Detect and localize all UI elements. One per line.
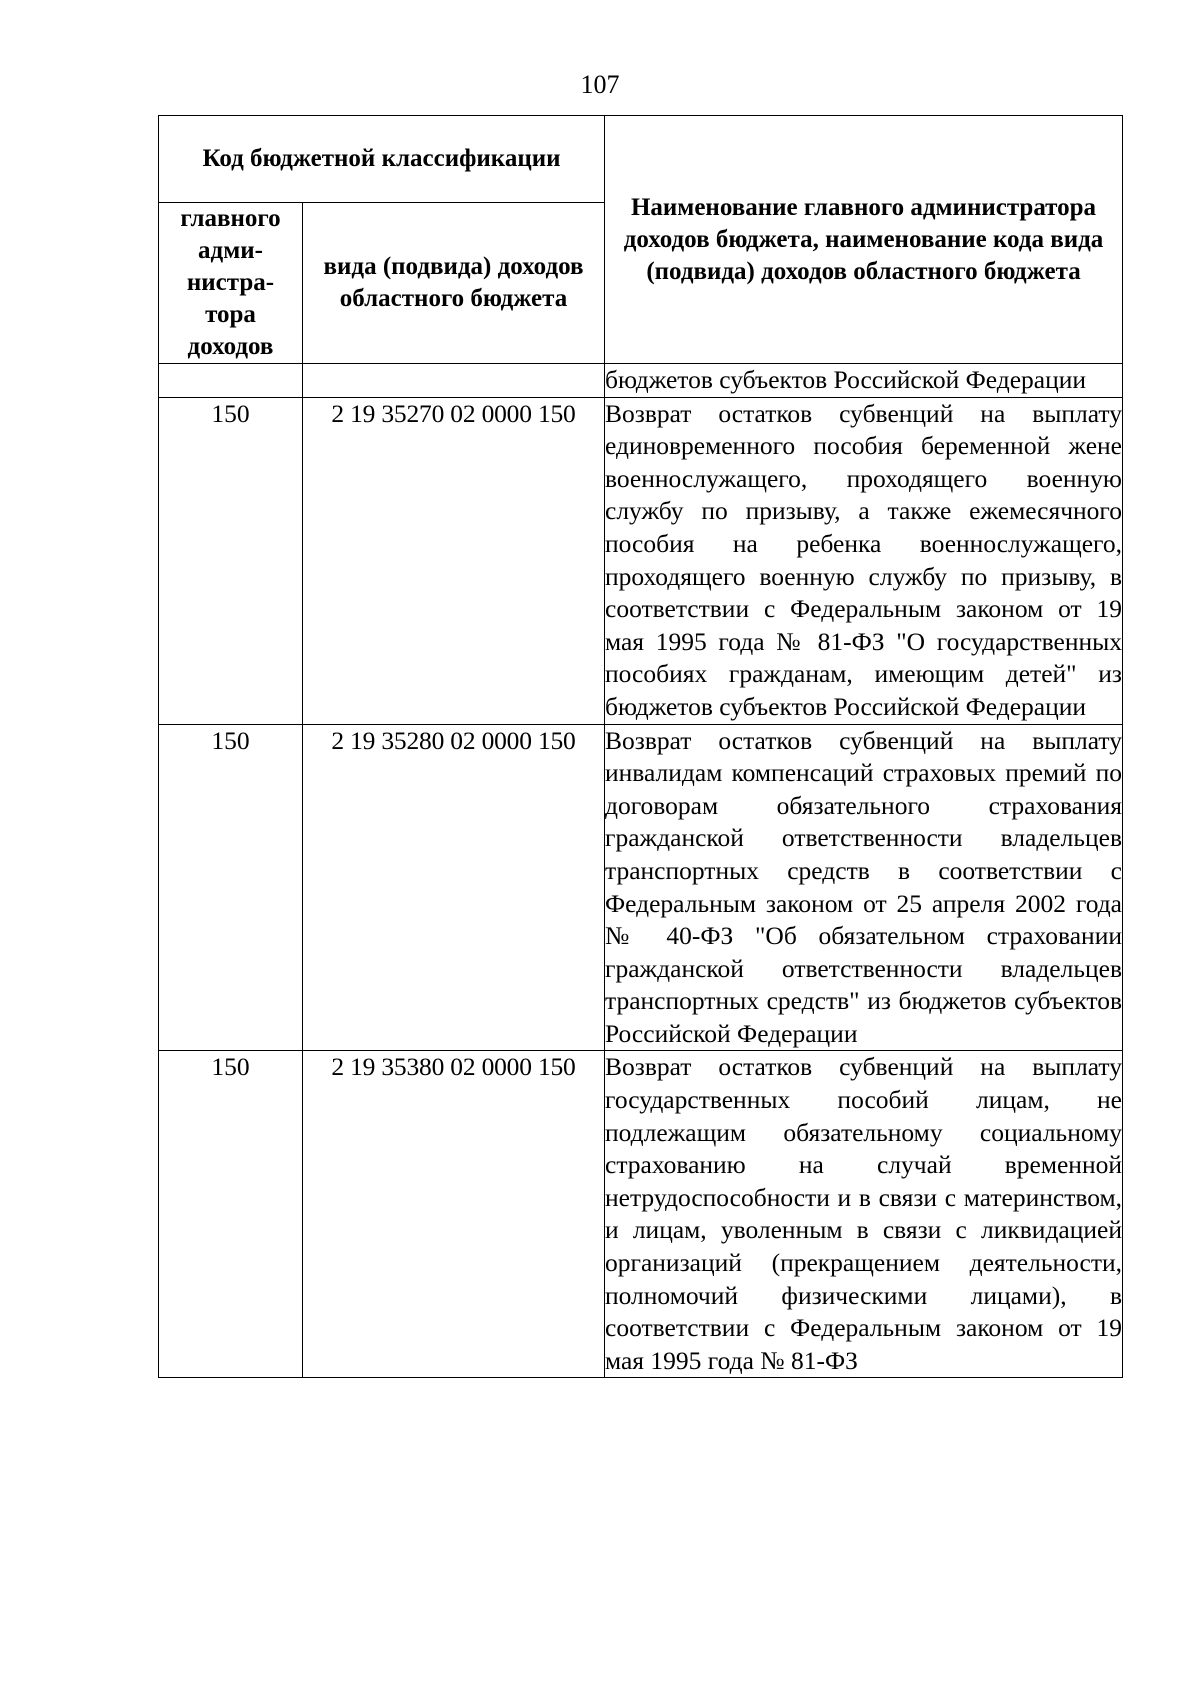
- header-admin-line: главного: [180, 205, 281, 232]
- admin-code-cell: 150: [159, 1051, 303, 1378]
- description-cell: Возврат остатков субвенций на выплату единовременного пособия беременной жене военнослужащего, проходящего военную службу по призыву, а также ежемесячного пособия на ребенка военнослужащего, проходящего военную службу по призыву, в соответствии с Федеральным законом от 19 мая 1995 года № 81-ФЗ "О государственных пособиях гражданам, имеющим детей" из бюджетов субъектов Российской Федерации: [605, 397, 1123, 724]
- header-code-column: вида (подвида) доходов областного бюджета: [303, 203, 605, 364]
- table-row: [159, 364, 1123, 398]
- header-admin-line: тора: [205, 301, 256, 328]
- header-admin-column: [159, 203, 303, 364]
- header-admin-line: адми-: [198, 237, 263, 264]
- income-code-cell: 2 19 35380 02 0000 150: [303, 1051, 605, 1378]
- header-budget-code-group: Код бюджетной классификации: [159, 116, 605, 203]
- header-admin-line: доходов: [187, 333, 274, 360]
- admin-code-cell: [159, 364, 303, 398]
- income-code-cell: 2 19 35270 02 0000 150: [303, 397, 605, 724]
- income-code-cell: [303, 364, 605, 398]
- admin-code-cell: 150: [159, 724, 303, 1051]
- description-cell: Возврат остатков субвенций на выплату инвалидам компенсаций страховых премий по договорам обязательного страхования гражданской ответственности владельцев транспортных средств в соответствии с Федеральным законом от 25 апреля 2002 года № 40-ФЗ "Об обязательном страховании гражданской ответственности владельцев транспортных средств" из бюджетов субъектов Российской Федерации: [605, 724, 1123, 1051]
- description-cell: бюджетов субъектов Российской Федерации: [605, 364, 1123, 398]
- table-row: [159, 1051, 1123, 1378]
- admin-code-cell: 150: [159, 397, 303, 724]
- table-row: [159, 724, 1123, 1051]
- income-code-cell: 2 19 35280 02 0000 150: [303, 724, 605, 1051]
- table-row: [159, 397, 1123, 724]
- header-admin-line: нистра-: [186, 269, 275, 296]
- description-cell: Возврат остатков субвенций на выплату государственных пособий лицам, не подлежащим обязательному социальному страхованию на случай временной нетрудоспособности и в связи с материнством, и лицам, уволенным в связи с ликвидацией организаций (прекращением деятельности, полномочий физическими лицами), в соответствии с Федеральным законом от 19 мая 1995 года № 81-ФЗ: [605, 1051, 1123, 1378]
- page-number: 107: [580, 70, 620, 99]
- header-name-column: Наименование главного администратора доходов бюджета, наименование кода вида (подвида) доходов областного бюджета: [605, 116, 1123, 364]
- budget-classification-table: [158, 115, 1123, 1378]
